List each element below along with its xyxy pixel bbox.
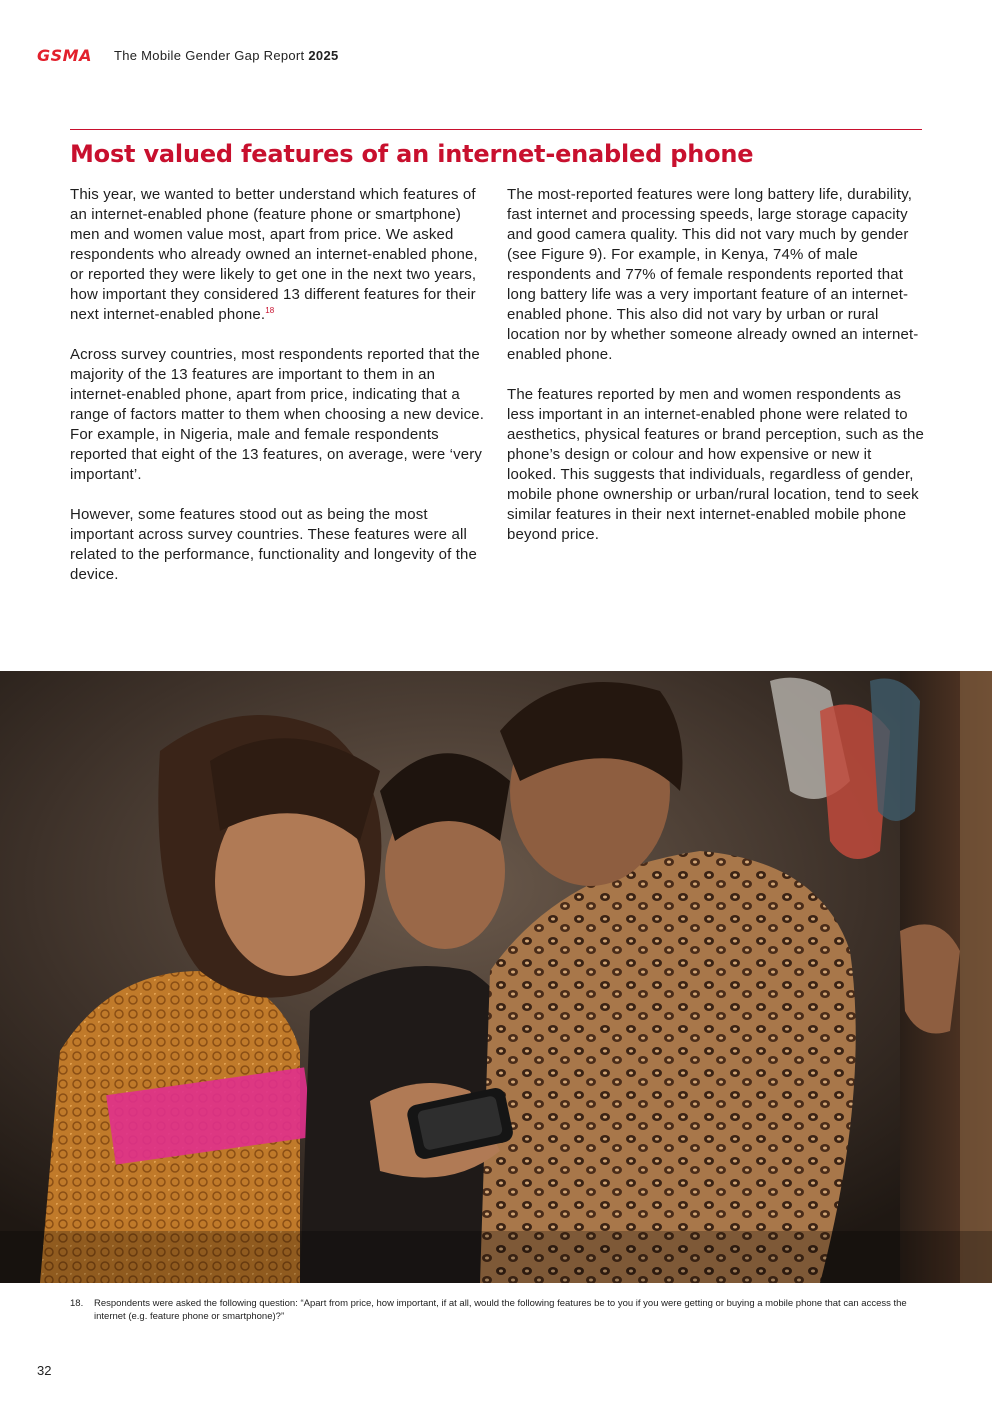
paragraph: However, some features stood out as being the most important across survey countries. These features were all related to the performance, functionality and longevity of the device. [70,506,478,583]
section-title: Most valued features of an internet-enabled phone [70,140,754,168]
footnote-reference[interactable]: 18 [265,306,275,315]
page-header [37,44,339,66]
section-divider [70,129,922,130]
footnote-text: Respondents were asked the following question: “Apart from price, how important, if at all, would the following features be to you if you were getting or buying a mobile phone that can access the internet (e.g. feature phone or smartphone)?” [94,1298,907,1322]
body-column-right [507,185,925,565]
footnote-number: 18. [70,1298,84,1309]
report-title-text: The Mobile Gender Gap Report [113,47,305,63]
footnote [70,1297,922,1323]
paragraph: The most-reported features were long battery life, durability, fast internet and processing speeds, large storage capacity and good camera quality. This did not vary much by gender (see Figure 9). For example, in Kenya, 74% of male respondents and 77% of female respondents reported that long battery life was a very important feature of an internet-enabled phone. This also did not vary by urban or rural location nor by whether someone already owned an internet-enabled phone. [507,186,919,363]
paragraph: Across survey countries, most respondents reported that the majority of the 13 features are important to them in an internet-enabled phone, apart from price, indicating that a range of factors matter to them when choosing a new device. For example, in Nigeria, male and female respondents reported that eight of the 13 features, on average, were ‘very important’. [70,346,485,483]
report-year: 2025 [308,47,339,63]
report-title [114,48,339,63]
paragraph: The features reported by men and women respondents as less important in an internet-enabled phone were related to aesthetics, physical features or brand perception, such as the phone’s design or colour and how expensive or new it looked. This suggests that individuals, regardless of gender, mobile phone ownership or urban/rural location, tend to seek similar features in their next internet-enabled mobile phone beyond price. [507,386,925,543]
paragraph-text: This year, we wanted to better understand which features of an internet-enabled phone (feature phone or smartphone) men and women value most, apart from price. We asked respondents who already owned an internet-enabled phone, or reported they were likely to get one in the next two years, how important they considered 13 different features for their next internet-enabled phone. [70,186,478,323]
photo-three-women-looking-at-phone [0,671,992,1283]
paragraph [70,185,485,325]
page-number: 32 [37,1363,52,1378]
body-column-left [70,185,485,605]
gsma-logo: GSMA [37,45,92,65]
